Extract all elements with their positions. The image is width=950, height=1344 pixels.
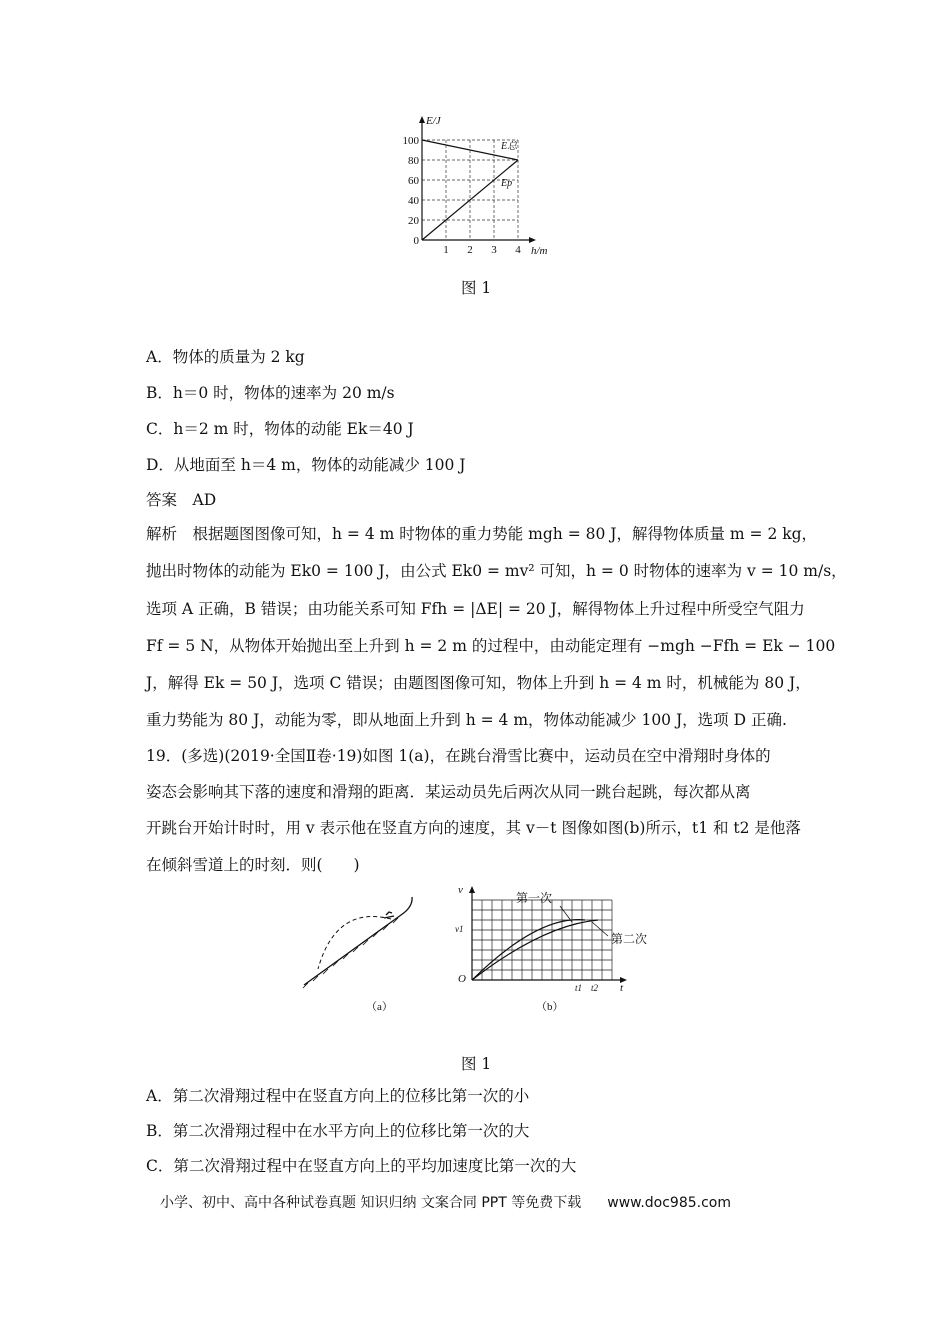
t2-label: t2 (591, 983, 599, 993)
series-label-total-energy: E总 (501, 141, 518, 152)
v1-label: v1 (455, 924, 464, 934)
footer-site-link[interactable]: www.doc985.com (607, 1195, 731, 1211)
y-axis-label: E/J (426, 115, 441, 127)
y-tick-label: 0 (413, 235, 419, 247)
figure-a-label: （a） (366, 1001, 393, 1013)
analysis-line: 解析 根据题图图像可知，h = 4 m 时物体的重力势能 mgh = 80 J，解得物体质量 m = 2 kg， (146, 525, 818, 543)
analysis-line: 抛出时物体的动能为 Ek0 = 100 J，由公式 Ek0 = mv² 可知，h = 0 时物体的速率为 v = 10 m/s， (146, 562, 847, 580)
y-axis-arrow (469, 886, 475, 893)
second-label-leader (592, 922, 608, 936)
y-tick-label: 100 (402, 135, 419, 147)
x-axis-label: h/m (531, 245, 548, 257)
velocity-time-chart (448, 880, 658, 1020)
y-tick-label: 40 (408, 195, 419, 207)
analysis-line: 重力势能为 80 J，动能为零，即从地面上升到 h = 4 m，物体动能减少 100 J，选项 D 正确. (146, 711, 787, 729)
question-stem-line: 在倾斜雪道上的时刻．则( ) (146, 856, 360, 874)
x-tick-label: 3 (491, 244, 497, 256)
slope-surface (304, 897, 412, 985)
origin-label: O (458, 973, 466, 985)
first-jump-label: 第一次 (516, 891, 553, 905)
x-tick-label: 1 (443, 244, 449, 256)
footer-text: 小学、初中、高中各种试卷真题 知识归纳 文案合同 PPT 等免费下载 (160, 1195, 582, 1211)
page-footer (160, 1192, 731, 1212)
v-axis-label: v (458, 884, 463, 896)
question-stem-line: 姿态会影响其下落的速度和滑翔的距离．某运动员先后两次从同一跳台起跳，每次都从离 (146, 783, 751, 801)
second-jump-label: 第二次 (611, 932, 648, 946)
y-tick-label: 80 (408, 155, 419, 167)
ski-jump-figure-a (296, 895, 426, 1020)
option-a: A．物体的质量为 2 kg (146, 348, 305, 366)
x-tick-label: 2 (467, 244, 473, 256)
y-tick-labels (403, 135, 420, 247)
option-c: C．h＝2 m 时，物体的动能 Ek＝40 J (146, 420, 414, 438)
series-label-potential-energy: Ep (501, 178, 513, 189)
x-axis-arrow (529, 237, 536, 243)
analysis-line: 选项 A 正确，B 错误；由功能关系可知 Ffh = |ΔE| = 20 J，解得物体上升过程中所受空气阻力 (146, 600, 805, 618)
option-a: A．第二次滑翔过程中在竖直方向上的位移比第一次的小 (146, 1087, 530, 1105)
answer: 答案 AD (146, 491, 217, 509)
question-stem-line: 开跳台开始计时时，用 v 表示他在竖直方向的速度，其 v－t 图像如图(b)所示，t1 和 t2 是他落 (146, 819, 801, 837)
figure-b-label: （b） (536, 1001, 564, 1013)
t-axis-label: t (620, 982, 624, 994)
analysis-line: Ff = 5 N，从物体开始抛出至上升到 h = 2 m 的过程中，由动能定理有 −mgh −Ffh = Ek − 100 (146, 637, 836, 655)
chart-grid (472, 900, 612, 980)
y-axis-arrow (419, 116, 425, 123)
slope-hatching (303, 918, 398, 988)
option-b: B．第二次滑翔过程中在水平方向上的位移比第一次的大 (146, 1122, 530, 1140)
skier-icon (384, 912, 394, 918)
y-tick-label: 60 (408, 175, 419, 187)
chart-grid (422, 140, 518, 240)
analysis-line: J，解得 Ek = 50 J，选项 C 错误；由题图图像可知，物体上升到 h = 4 m 时，机械能为 80 J， (146, 674, 811, 692)
y-tick-label: 20 (408, 215, 419, 227)
option-d: D．从地面至 h＝4 m，物体的动能减少 100 J (146, 456, 466, 474)
figure-caption: 图 1 (461, 1055, 492, 1073)
option-b: B．h＝0 时，物体的速率为 20 m/s (146, 384, 395, 402)
t1-label: t1 (575, 983, 583, 993)
figure-caption: 图 1 (461, 279, 492, 297)
energy-height-chart (396, 112, 556, 257)
question-stem-line: 19．(多选)(2019·全国Ⅱ卷·19)如图 1(a)，在跳台滑雪比赛中，运动员在空中滑翔时身体的 (146, 747, 771, 765)
option-c: C．第二次滑翔过程中在竖直方向上的平均加速度比第一次的大 (146, 1157, 577, 1175)
x-tick-label: 4 (515, 244, 521, 256)
flight-trajectory (318, 916, 391, 969)
x-tick-labels (443, 244, 521, 256)
